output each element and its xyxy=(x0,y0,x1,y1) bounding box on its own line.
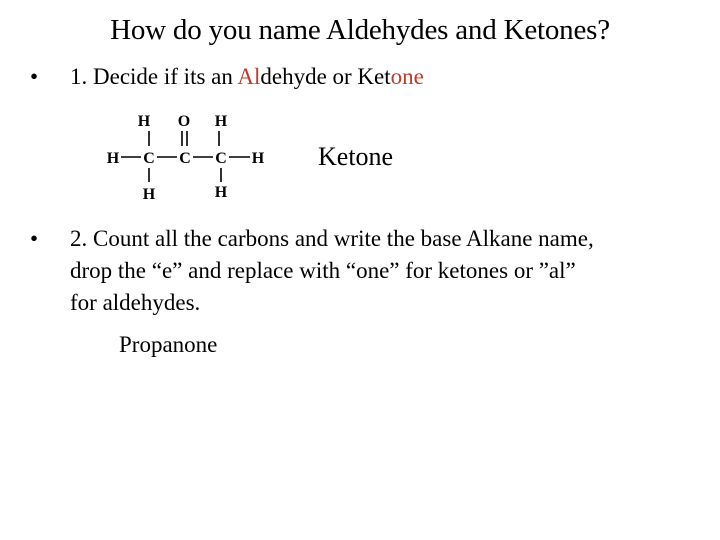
atom-h-bottom-left: H xyxy=(142,186,156,203)
step-2-line-2: drop the “e” and replace with “one” for ketones or ”al” xyxy=(70,258,576,283)
bullet-step-2-text xyxy=(70,223,700,319)
atom-h-top-left: H xyxy=(137,113,151,130)
atom-c3: C xyxy=(215,150,227,167)
one-highlight: one xyxy=(390,64,424,89)
bullet-dot: • xyxy=(30,64,39,89)
answer-propanone: Propanone xyxy=(119,332,218,357)
atom-h-top-right: H xyxy=(214,113,228,130)
atom-o-top: O xyxy=(177,113,191,130)
ketone-label: Ketone xyxy=(318,142,394,171)
step-2-line-3: for aldehydes. xyxy=(70,290,201,315)
bullet-step-1 xyxy=(30,61,690,93)
propanone-structure xyxy=(100,108,280,203)
step-2-line-1: 2. Count all the carbons and write the base Alkane name, xyxy=(70,226,594,251)
al-highlight: Al xyxy=(237,64,261,89)
bullet-dot: • xyxy=(30,226,39,251)
atom-h-bottom-right: H xyxy=(214,184,228,201)
step-1-mid: dehyde or Ket xyxy=(260,64,391,89)
atom-h-right: H xyxy=(251,150,265,167)
bullet-step-1-text xyxy=(70,61,424,93)
atom-c1: C xyxy=(143,150,155,167)
atom-c2: C xyxy=(179,150,191,167)
atom-h-left: H xyxy=(106,150,120,167)
slide-title: How do you name Aldehydes and Ketones? xyxy=(110,14,610,46)
step-1-prefix: 1. Decide if its an xyxy=(70,64,238,89)
